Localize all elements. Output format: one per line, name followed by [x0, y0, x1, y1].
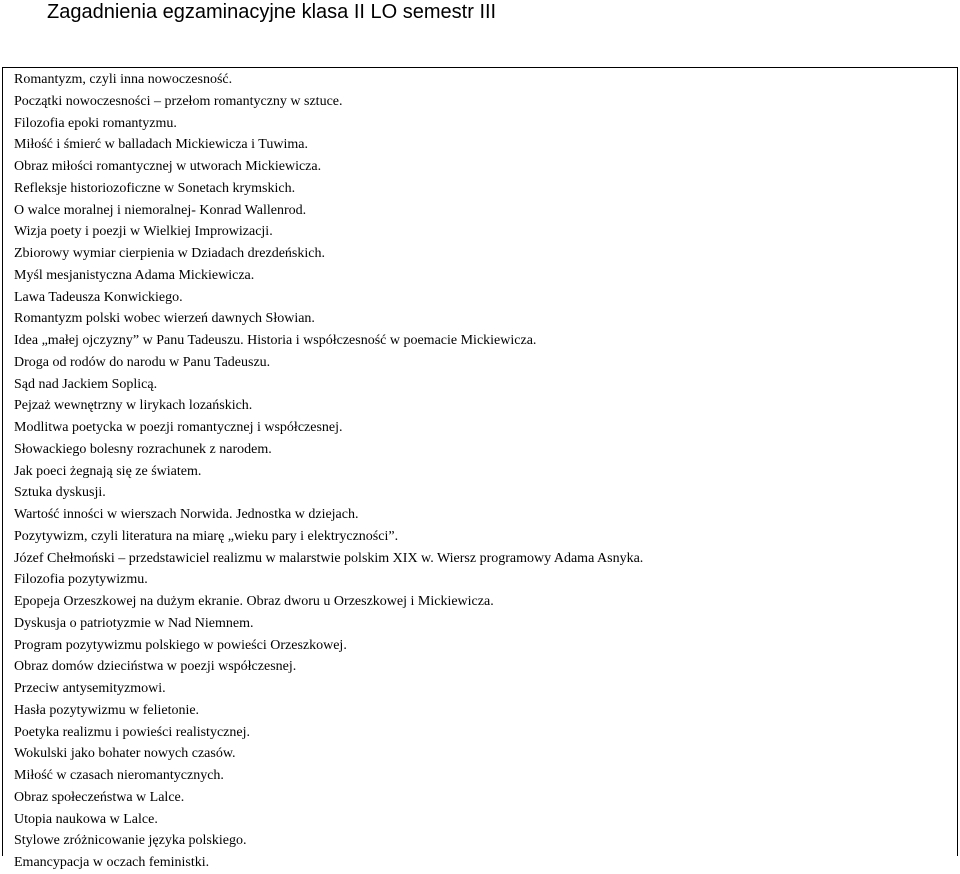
topic-item: Obraz miłości romantycznej w utworach Mickiewicza. [14, 159, 322, 174]
topic-item: Romantyzm, czyli inna nowoczesność. [14, 72, 233, 87]
topic-item: Przeciw antysemityzmowi. [14, 681, 166, 696]
topic-item: Słowackiego bolesny rozrachunek z narodem. [14, 441, 272, 457]
topic-item: Myśl mesjanistyczna Adama Mickiewicza. [14, 267, 255, 283]
topic-item: Epopeja Orzeszkowej na dużym ekranie. Obraz dworu u Orzeszkowej i Mickiewicza. [14, 594, 494, 609]
topic-item: Pejzaż wewnętrzny w lirykach lozańskich. [14, 398, 253, 414]
topic-item: Program pozytywizmu polskiego w powieści Orzeszkowej. [14, 637, 347, 653]
topic-item: Zbiorowy wymiar cierpienia w Dziadach drezdeńskich. [14, 246, 325, 261]
topic-item: Obraz społeczeństwa w Lalce. [14, 789, 185, 805]
topics-box [2, 67, 958, 870]
topic-item: Romantyzm polski wobec wierzeń dawnych Słowian. [14, 311, 315, 327]
topic-item: Stylowe zróżnicowanie języka polskiego. [14, 833, 247, 849]
topic-item: Jak poeci żegnają się ze światem. [14, 463, 202, 479]
topic-item: Lawa Tadeusza Konwickiego. [14, 289, 183, 305]
topic-item: Filozofia pozytywizmu. [14, 572, 148, 588]
topic-item: Utopia naukowa w Lalce. [14, 811, 158, 827]
topic-item: Obraz domów dzieciństwa w poezji współczesnej. [14, 659, 297, 675]
topic-item: Poetyka realizmu i powieści realistycznej. [14, 724, 250, 740]
topic-item: Emancypacja w oczach feministki. [14, 855, 210, 870]
topic-item: Wokulski jako bohater nowych czasów. [14, 746, 236, 762]
topic-item: Dyskusja o patriotyzmie w Nad Niemnem. [14, 615, 254, 631]
topic-item: Wizja poety i poezji w Wielkiej Improwizacji. [14, 224, 273, 240]
topic-item: Początki nowoczesności – przełom romantyczny w sztuce. [14, 93, 343, 109]
topic-item: Miłość i śmierć w balladach Mickiewicza i Tuwima. [14, 137, 308, 153]
topic-item: Idea „małej ojczyzny” w Panu Tadeuszu. Historia i współczesność w poemacie Mickiewicza. [14, 333, 537, 348]
topic-item: Józef Chełmoński – przedstawiciel realizmu w malarstwie polskim XIX w. Wiersz programowy Adama Asnyka. [14, 550, 644, 566]
topic-item: Filozofia epoki romantyzmu. [14, 115, 177, 131]
topic-item: Miłość w czasach nieromantycznych. [14, 768, 224, 783]
topic-item: Wartość inności w wierszach Norwida. Jednostka w dziejach. [14, 507, 359, 522]
topic-item: Hasła pozytywizmu w felietonie. [14, 702, 200, 718]
topic-item: Droga od rodów do narodu w Panu Tadeuszu. [14, 354, 271, 370]
topic-item: Sąd nad Jackiem Soplicą. [14, 376, 158, 392]
topic-item: Refleksje historiozoficzne w Sonetach krymskich. [14, 180, 296, 196]
page-title: Zagadnienia egzaminacyjne klasa II LO semestr III [47, 1, 497, 23]
topic-item: Sztuka dyskusji. [14, 485, 106, 501]
topics-list [14, 69, 643, 874]
topic-item: Pozytywizm, czyli literatura na miarę „wieku pary i elektryczności”. [14, 528, 399, 544]
topic-item: Modlitwa poetycka w poezji romantycznej i współczesnej. [14, 420, 343, 435]
topic-item: O walce moralnej i niemoralnej- Konrad Wallenrod. [14, 202, 307, 218]
